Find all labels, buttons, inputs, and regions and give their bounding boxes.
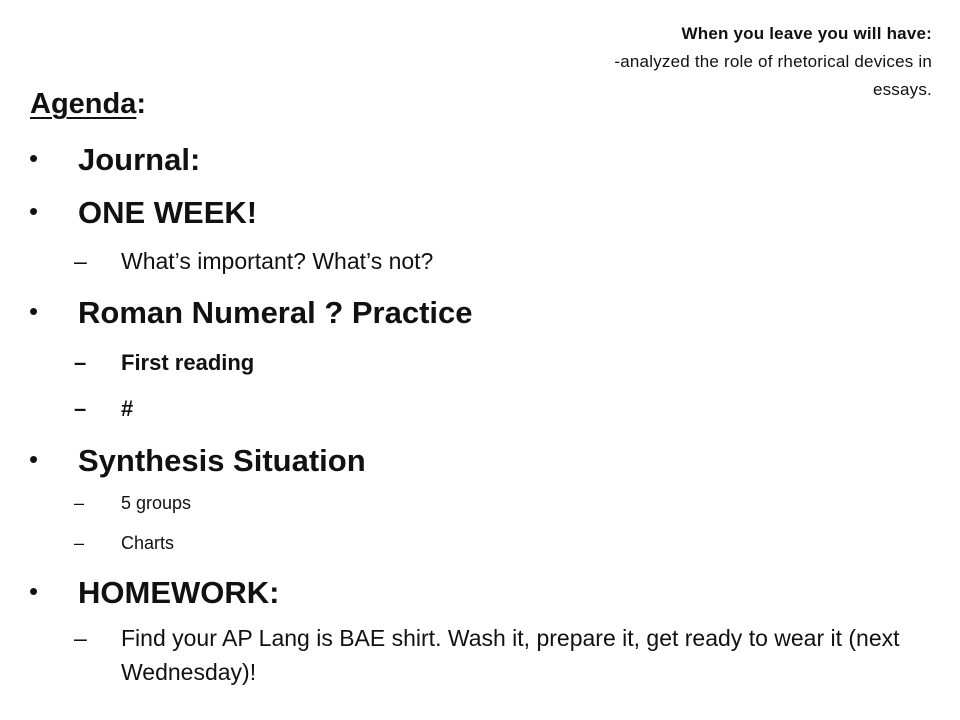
bullet-icon: •	[29, 444, 39, 474]
dash-icon: –	[74, 493, 85, 513]
bullet-icon: •	[29, 576, 39, 606]
bullet-icon: •	[29, 196, 39, 226]
subitem-charts: Charts	[121, 533, 175, 553]
bullet-icon: •	[29, 296, 39, 326]
agenda-title-colon: :	[136, 88, 147, 120]
dash-icon: –	[74, 350, 87, 375]
objectives-heading: When you leave you will have:	[681, 24, 932, 43]
subitem-whats-important: What’s important? What’s not?	[121, 248, 434, 274]
objectives-line-1: -analyzed the role of rhetorical devices in	[614, 52, 932, 71]
subitem-first-reading: First reading	[121, 350, 255, 375]
objectives-box	[472, 20, 932, 104]
subitem-hash: #	[121, 396, 134, 421]
agenda-item-roman-numeral: Roman Numeral ? Practice	[78, 295, 473, 330]
agenda-title-word: Agenda	[30, 88, 137, 120]
dash-icon: –	[74, 533, 85, 553]
objectives-line-2: essays.	[872, 80, 932, 99]
subitem-5-groups: 5 groups	[121, 493, 192, 513]
agenda-title	[30, 84, 146, 124]
dash-icon: –	[74, 248, 87, 274]
agenda-item-one-week: ONE WEEK!	[78, 195, 258, 230]
subitem-homework-detail: Find your AP Lang is BAE shirt. Wash it, prepare it, get ready to wear it (next Wednesday)!	[121, 625, 900, 685]
agenda-item-synthesis: Synthesis Situation	[78, 443, 366, 478]
agenda-item-homework: HOMEWORK:	[78, 575, 280, 610]
agenda-item-journal: Journal:	[78, 142, 201, 177]
dash-icon: –	[74, 396, 87, 421]
dash-icon: –	[74, 625, 87, 651]
bullet-icon: •	[29, 143, 39, 173]
